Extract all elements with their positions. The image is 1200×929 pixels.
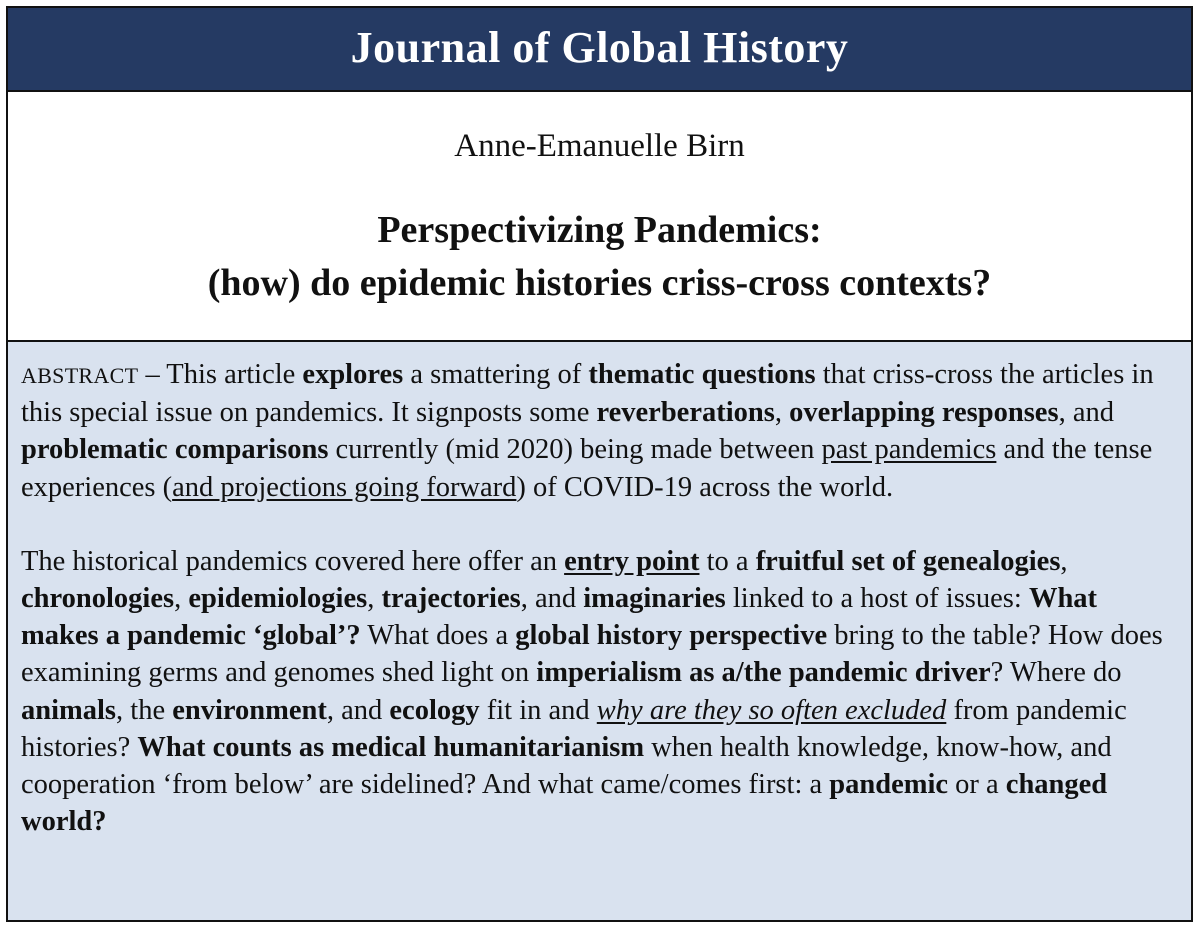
- bold-term: problematic comparisons: [21, 434, 329, 466]
- title-block: [8, 92, 1191, 342]
- text-run: bring to the table? How does examining germs and genomes shed light on: [21, 620, 1163, 689]
- bold-term: explores: [302, 359, 404, 390]
- text-run: , and: [1058, 397, 1114, 429]
- text-run: ,: [367, 583, 382, 615]
- text-run: a smattering of: [403, 359, 589, 390]
- text-run: ,: [1060, 545, 1068, 577]
- abstract-paragraph-1: [21, 356, 1177, 506]
- abstract-label: ABSTRACT: [21, 363, 139, 388]
- bold-term: environment: [172, 694, 327, 726]
- bold-term: epidemiologies: [188, 583, 368, 615]
- journal-title: Journal of Global History: [350, 22, 849, 72]
- bold-term: ecology: [389, 694, 480, 726]
- text-run: to a: [699, 545, 756, 577]
- article-title-line2: (how) do epidemic histories criss-cross contexts?: [207, 262, 992, 304]
- bold-underlined-term: entry point: [564, 545, 700, 577]
- text-run: when health knowledge, know-how, and cooperation ‘from below’ are sidelined? And what came/comes first: a: [21, 731, 1112, 801]
- text-run: What does a: [360, 620, 516, 652]
- text-run: ) of COVID-19 across the world.: [516, 471, 894, 503]
- text-run: , the: [116, 694, 173, 726]
- bold-term: imaginaries: [583, 583, 726, 615]
- author-name: Anne-Emanuelle Birn: [454, 128, 745, 164]
- bold-term: global history perspective: [515, 620, 828, 652]
- bold-term: reverberations: [596, 397, 775, 429]
- article-title: [8, 204, 1191, 310]
- text-run: ,: [174, 583, 189, 615]
- text-run: linked to a host of issues:: [725, 583, 1029, 615]
- text-run: or a: [948, 769, 1006, 801]
- underlined-term: and projections going forward: [172, 471, 517, 503]
- bold-term: changed world?: [21, 769, 1108, 838]
- text-run: and the tense experiences (: [21, 434, 1153, 503]
- abstract-paragraph-2: [21, 543, 1177, 841]
- bold-term: imperialism as a/the pandemic driver: [536, 657, 991, 689]
- text-run: ,: [774, 397, 790, 429]
- bold-term: fruitful set of genealogies: [755, 545, 1061, 577]
- text-run: from pandemic histories?: [21, 694, 1127, 763]
- text-run: , and: [520, 583, 584, 615]
- bold-term: pandemic: [829, 769, 949, 801]
- bold-term: trajectories: [381, 583, 521, 615]
- text-run: The historical pandemics covered here offer an: [21, 545, 565, 577]
- bold-term: thematic questions: [588, 359, 816, 390]
- article-card: [6, 6, 1193, 922]
- abstract-section: [8, 342, 1191, 920]
- text-run: fit in and: [479, 694, 597, 726]
- text-run: – This article: [138, 359, 303, 390]
- article-title-line1: Perspectivizing Pandemics:: [377, 209, 822, 251]
- text-run: that criss-cross the articles in this special issue on pandemics. It signposts some: [21, 359, 1154, 429]
- bold-term: What counts as medical humanitarianism: [137, 731, 645, 763]
- italic-underlined-term: why are they so often excluded: [596, 694, 947, 726]
- journal-header: [8, 8, 1191, 92]
- bold-term: chronologies: [21, 583, 175, 615]
- bold-term: animals: [21, 694, 117, 726]
- text-run: currently (mid 2020) being made between: [328, 434, 822, 466]
- underlined-term: past pandemics: [821, 434, 997, 466]
- bold-term: What makes a pandemic ‘global’?: [21, 583, 1098, 652]
- text-run: , and: [326, 694, 390, 726]
- text-run: ? Where do: [990, 657, 1122, 689]
- bold-term: overlapping responses: [789, 397, 1059, 429]
